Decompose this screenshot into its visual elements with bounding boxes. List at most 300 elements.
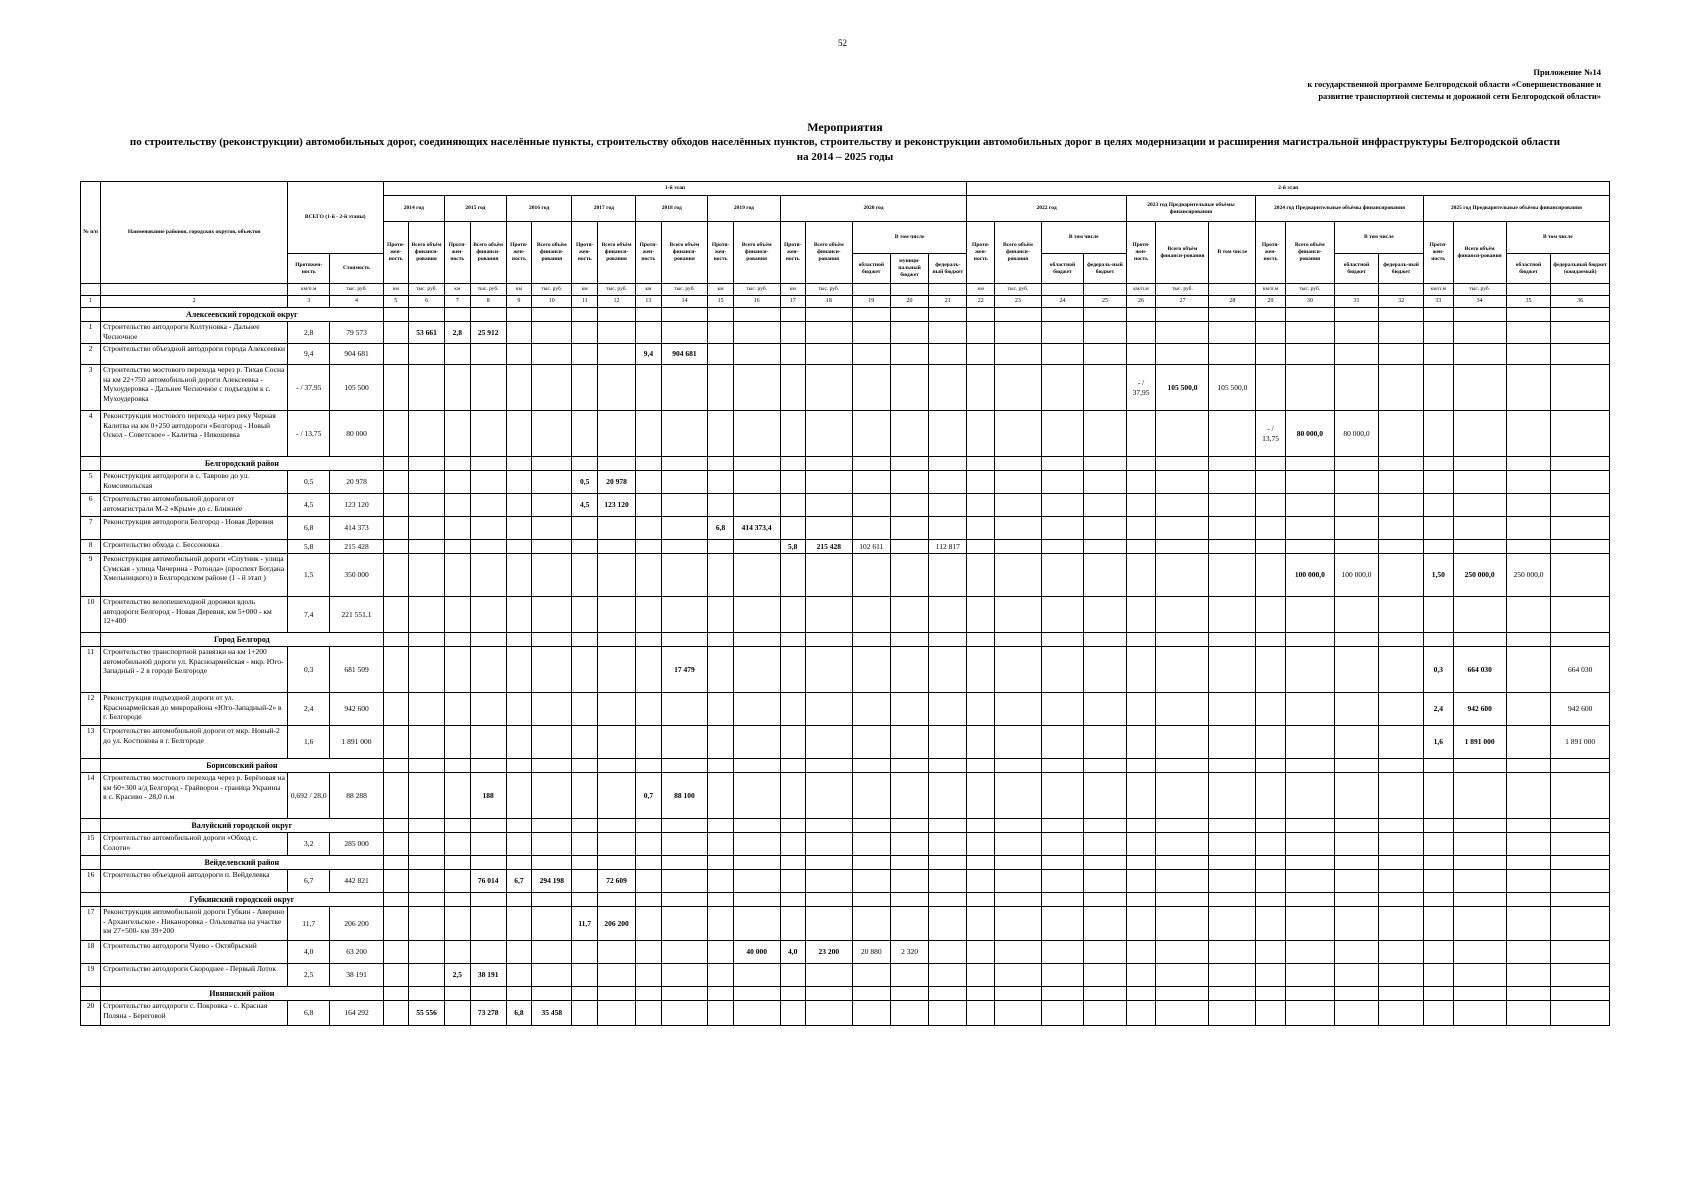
table-row: [81, 344, 1610, 365]
empty-cell: [532, 554, 572, 597]
empty-cell: [597, 693, 635, 726]
empty-cell: [708, 941, 733, 964]
empty-cell: [929, 517, 967, 540]
empty-cell: [1256, 457, 1286, 471]
empty-cell: [409, 870, 445, 893]
empty-cell: [597, 647, 635, 693]
empty-cell: [1423, 494, 1453, 517]
empty-cell: [445, 941, 470, 964]
empty-cell: [597, 365, 635, 411]
empty-cell: [1041, 856, 1083, 870]
object-name: Строительство автомобильной дороги «Обход с. Солоти»: [101, 833, 288, 856]
empty-cell: [572, 693, 597, 726]
value-cell: 0,692 / 28,0: [288, 773, 330, 819]
empty-cell: [780, 987, 805, 1001]
empty-cell: [1551, 322, 1610, 344]
empty-cell: [1334, 365, 1379, 411]
empty-cell: [929, 597, 967, 633]
empty-cell: [445, 365, 470, 411]
table-row: [81, 1001, 1610, 1026]
empty-cell: [383, 1001, 408, 1026]
empty-cell: [1256, 964, 1286, 987]
empty-cell: [532, 647, 572, 693]
value-cell: 105 500,0: [1156, 365, 1209, 411]
value-cell: 221 551,1: [330, 597, 383, 633]
empty-cell: [967, 856, 995, 870]
empty-cell: [1209, 726, 1256, 759]
empty-cell: [1506, 773, 1551, 819]
empty-cell: [733, 856, 780, 870]
empty-cell: [929, 344, 967, 365]
title-line-3: на 2014 – 2025 годы: [796, 151, 894, 163]
empty-cell: [1423, 870, 1453, 893]
empty-cell: [597, 833, 635, 856]
header-length: Протя-жен-ность: [708, 222, 733, 284]
empty-cell: [1379, 365, 1424, 411]
empty-cell: [445, 494, 470, 517]
empty-cell: [1156, 322, 1209, 344]
value-cell: 414 373,4: [733, 517, 780, 540]
column-number-cell: 33: [1423, 296, 1453, 308]
empty-cell: [572, 819, 597, 833]
empty-cell: [1423, 322, 1453, 344]
empty-cell: [967, 308, 995, 322]
empty-cell: [780, 893, 805, 907]
empty-cell: [1506, 411, 1551, 457]
header-volume: Всего объём финанси-рования: [532, 222, 572, 284]
empty-cell: [445, 773, 470, 819]
column-number-cell: 18: [805, 296, 852, 308]
value-cell: 664 030: [1551, 647, 1610, 693]
empty-cell: [995, 773, 1042, 819]
empty-cell: [1084, 893, 1126, 907]
header-volume: Всего объём финанси-рования: [1156, 222, 1209, 284]
unit-rub: тыс. руб.: [733, 284, 780, 296]
empty-cell: [383, 647, 408, 693]
empty-cell: [1379, 494, 1424, 517]
empty-cell: [1156, 471, 1209, 494]
empty-cell: [1423, 411, 1453, 457]
column-number-cell: 25: [1084, 296, 1126, 308]
empty-cell: [995, 411, 1042, 457]
empty-cell: [383, 870, 408, 893]
empty-cell: [661, 365, 708, 411]
empty-cell: [636, 1001, 661, 1026]
empty-cell: [1209, 308, 1256, 322]
empty-cell: [733, 819, 780, 833]
empty-cell: [470, 819, 506, 833]
empty-cell: [1126, 1001, 1156, 1026]
row-number: 8: [81, 540, 101, 554]
column-number-cell: 20: [890, 296, 928, 308]
empty-cell: [409, 693, 445, 726]
empty-cell: [572, 633, 597, 647]
empty-cell: [780, 344, 805, 365]
row-number: 11: [81, 647, 101, 693]
empty-cell: [383, 365, 408, 411]
empty-cell: [532, 759, 572, 773]
empty-cell: [1285, 471, 1334, 494]
empty-cell: [572, 322, 597, 344]
unit-km: км: [572, 284, 597, 296]
column-number-cell: 34: [1453, 296, 1506, 308]
empty-cell: [708, 647, 733, 693]
empty-cell: [661, 941, 708, 964]
empty-cell: [1285, 540, 1334, 554]
empty-cell: [1126, 941, 1156, 964]
header-length: Протя-жен-ность: [1423, 222, 1453, 284]
empty-cell: [661, 540, 708, 554]
empty-cell: [1423, 365, 1453, 411]
empty-cell: [409, 647, 445, 693]
section-empty-cell: [81, 856, 101, 870]
empty-cell: [995, 907, 1042, 941]
empty-cell: [890, 554, 928, 597]
empty-cell: [383, 907, 408, 941]
empty-cell: [1156, 457, 1209, 471]
empty-cell: [1209, 540, 1256, 554]
empty-cell: [1423, 344, 1453, 365]
empty-cell: [661, 819, 708, 833]
empty-cell: [1379, 554, 1424, 597]
value-cell: 38 191: [330, 964, 383, 987]
empty-cell: [1285, 964, 1334, 987]
section-empty-cell: [81, 819, 101, 833]
empty-cell: [383, 308, 408, 322]
empty-cell: [1423, 597, 1453, 633]
empty-cell: [1453, 308, 1506, 322]
empty-cell: [1379, 964, 1424, 987]
empty-cell: [1453, 322, 1506, 344]
empty-cell: [532, 819, 572, 833]
empty-cell: [1156, 893, 1209, 907]
empty-cell: [708, 597, 733, 633]
empty-cell: [708, 726, 733, 759]
header-year-2025: 2025 год Предварительные объёмы финансирования: [1423, 196, 1609, 222]
empty-cell: [1126, 494, 1156, 517]
section-empty-cell: [81, 759, 101, 773]
empty-cell: [572, 344, 597, 365]
empty-cell: [661, 597, 708, 633]
empty-cell: [780, 726, 805, 759]
header-year-2017: 2017 год: [572, 196, 636, 222]
row-number: 13: [81, 726, 101, 759]
empty-cell: [636, 494, 661, 517]
empty-cell: [1256, 1001, 1286, 1026]
empty-cell: [929, 494, 967, 517]
empty-cell: [733, 633, 780, 647]
value-cell: 904 681: [661, 344, 708, 365]
empty-cell: [1379, 457, 1424, 471]
empty-cell: [967, 494, 995, 517]
empty-cell: [1209, 941, 1256, 964]
empty-cell: [890, 540, 928, 554]
empty-cell: [1041, 365, 1083, 411]
empty-cell: [445, 554, 470, 597]
empty-cell: [890, 759, 928, 773]
empty-cell: [1334, 987, 1379, 1001]
empty-cell: [1453, 759, 1506, 773]
empty-cell: [1084, 554, 1126, 597]
empty-cell: [1084, 856, 1126, 870]
unit-cell: [1506, 284, 1551, 296]
empty-cell: [890, 870, 928, 893]
header-federal-expected: федеральный бюджет (ожидаемый): [1551, 254, 1610, 284]
empty-cell: [890, 411, 928, 457]
empty-cell: [929, 693, 967, 726]
empty-cell: [506, 941, 531, 964]
empty-cell: [1209, 647, 1256, 693]
empty-cell: [890, 987, 928, 1001]
value-cell: 1,50: [1423, 554, 1453, 597]
empty-cell: [1379, 308, 1424, 322]
empty-cell: [708, 856, 733, 870]
column-number-cell: 13: [636, 296, 661, 308]
empty-cell: [1084, 308, 1126, 322]
empty-cell: [995, 540, 1042, 554]
empty-cell: [661, 870, 708, 893]
empty-cell: [1506, 365, 1551, 411]
row-number: 12: [81, 693, 101, 726]
empty-cell: [383, 833, 408, 856]
empty-cell: [532, 471, 572, 494]
empty-cell: [1156, 773, 1209, 819]
empty-cell: [1423, 833, 1453, 856]
empty-cell: [1506, 597, 1551, 633]
header-incl: В том числе: [1506, 222, 1609, 254]
row-number: 5: [81, 471, 101, 494]
value-cell: - / 37,95: [1126, 365, 1156, 411]
empty-cell: [532, 322, 572, 344]
empty-cell: [1209, 693, 1256, 726]
empty-cell: [708, 907, 733, 941]
table-row: [81, 411, 1610, 457]
empty-cell: [445, 819, 470, 833]
value-cell: 6,8: [288, 517, 330, 540]
value-cell: 0,3: [1423, 647, 1453, 693]
empty-cell: [890, 308, 928, 322]
empty-cell: [1084, 517, 1126, 540]
empty-cell: [967, 893, 995, 907]
value-cell: 0,5: [572, 471, 597, 494]
column-number-cell: 15: [708, 296, 733, 308]
empty-cell: [852, 457, 890, 471]
column-number-cell: 14: [661, 296, 708, 308]
empty-cell: [967, 964, 995, 987]
empty-cell: [1285, 907, 1334, 941]
empty-cell: [1379, 893, 1424, 907]
column-number-cell: 35: [1506, 296, 1551, 308]
empty-cell: [1041, 693, 1083, 726]
empty-cell: [636, 819, 661, 833]
unit-rub: тыс. руб.: [470, 284, 506, 296]
column-number-cell: 36: [1551, 296, 1610, 308]
table-row: [81, 471, 1610, 494]
empty-cell: [597, 322, 635, 344]
empty-cell: [1551, 759, 1610, 773]
empty-cell: [708, 870, 733, 893]
header-volume: Всего объём финанси-рования: [597, 222, 635, 284]
unit-cell: [1084, 284, 1126, 296]
empty-cell: [1506, 870, 1551, 893]
empty-cell: [1379, 941, 1424, 964]
value-cell: 206 200: [597, 907, 635, 941]
empty-cell: [852, 833, 890, 856]
empty-cell: [1506, 308, 1551, 322]
empty-cell: [852, 517, 890, 540]
empty-cell: [1256, 322, 1286, 344]
empty-cell: [636, 647, 661, 693]
empty-cell: [1423, 856, 1453, 870]
empty-cell: [1379, 540, 1424, 554]
empty-cell: [445, 344, 470, 365]
empty-cell: [1453, 856, 1506, 870]
value-cell: 2,5: [288, 964, 330, 987]
empty-cell: [636, 870, 661, 893]
empty-cell: [890, 726, 928, 759]
empty-cell: [1285, 726, 1334, 759]
empty-cell: [805, 833, 852, 856]
empty-cell: [470, 759, 506, 773]
object-name: Строительство транспортной развязки на км 1+200 автомобильной дороги ул. Красноармейская - мкр. Юго-Западный - 2 в городе Белгороде: [101, 647, 288, 693]
section-row: [81, 308, 1610, 322]
unit-km: км: [506, 284, 531, 296]
column-number-cell: 24: [1041, 296, 1083, 308]
empty-cell: [733, 554, 780, 597]
empty-cell: [1156, 633, 1209, 647]
empty-cell: [470, 647, 506, 693]
object-name: Строительство автодороги Чуево - Октябрьский: [101, 941, 288, 964]
empty-cell: [1285, 856, 1334, 870]
column-number-cell: 27: [1156, 296, 1209, 308]
empty-cell: [708, 773, 733, 819]
empty-cell: [661, 964, 708, 987]
empty-cell: [1506, 833, 1551, 856]
empty-cell: [995, 856, 1042, 870]
row-number: 1: [81, 322, 101, 344]
empty-cell: [708, 411, 733, 457]
empty-cell: [636, 941, 661, 964]
empty-cell: [597, 554, 635, 597]
empty-cell: [708, 759, 733, 773]
empty-cell: [1506, 633, 1551, 647]
empty-cell: [1285, 633, 1334, 647]
empty-cell: [1156, 987, 1209, 1001]
empty-cell: [890, 693, 928, 726]
empty-cell: [572, 759, 597, 773]
object-name: Строительство велопешеходной дорожки вдоль автодороги Белгород - Новая Деревня, км 5+000 - км 12+400: [101, 597, 288, 633]
empty-cell: [1256, 870, 1286, 893]
header-year-2022: 2022 год: [967, 196, 1126, 222]
unit-cell: [1379, 284, 1424, 296]
empty-cell: [805, 693, 852, 726]
empty-cell: [805, 907, 852, 941]
header-stage-2: 2-й этап: [967, 182, 1610, 196]
column-number-cell: 12: [597, 296, 635, 308]
empty-cell: [708, 494, 733, 517]
empty-cell: [733, 308, 780, 322]
section-title: Вейделевский район: [101, 856, 383, 870]
empty-cell: [470, 907, 506, 941]
header-incl: В том числе: [1041, 222, 1126, 254]
empty-cell: [1453, 941, 1506, 964]
column-number-cell: 10: [532, 296, 572, 308]
empty-cell: [852, 773, 890, 819]
header-volume: Всего объём финанси-рования: [409, 222, 445, 284]
empty-cell: [733, 597, 780, 633]
empty-cell: [1256, 308, 1286, 322]
row-number: 16: [81, 870, 101, 893]
empty-cell: [1156, 540, 1209, 554]
unit-km: км: [780, 284, 805, 296]
empty-cell: [445, 1001, 470, 1026]
empty-cell: [1551, 554, 1610, 597]
empty-cell: [1156, 517, 1209, 540]
empty-cell: [733, 870, 780, 893]
empty-cell: [1551, 1001, 1610, 1026]
empty-cell: [445, 540, 470, 554]
empty-cell: [1209, 633, 1256, 647]
empty-cell: [1379, 411, 1424, 457]
empty-cell: [409, 344, 445, 365]
empty-cell: [470, 987, 506, 1001]
value-cell: 681 509: [330, 647, 383, 693]
appendix-note: [1261, 66, 1601, 102]
empty-cell: [1506, 457, 1551, 471]
empty-cell: [708, 322, 733, 344]
object-name: Строительство обхода с. Бессоновка: [101, 540, 288, 554]
empty-cell: [890, 819, 928, 833]
table-row: [81, 647, 1610, 693]
empty-cell: [661, 1001, 708, 1026]
empty-cell: [1156, 941, 1209, 964]
empty-cell: [780, 907, 805, 941]
value-cell: 25 912: [470, 322, 506, 344]
empty-cell: [967, 1001, 995, 1026]
empty-cell: [708, 457, 733, 471]
empty-cell: [708, 693, 733, 726]
empty-cell: [1334, 308, 1379, 322]
empty-cell: [995, 726, 1042, 759]
empty-cell: [995, 941, 1042, 964]
empty-cell: [1209, 457, 1256, 471]
section-title: Белгородский район: [101, 457, 383, 471]
empty-cell: [445, 833, 470, 856]
empty-cell: [445, 987, 470, 1001]
empty-cell: [532, 987, 572, 1001]
empty-cell: [572, 554, 597, 597]
empty-cell: [506, 494, 531, 517]
empty-cell: [890, 964, 928, 987]
empty-cell: [1285, 759, 1334, 773]
empty-cell: [1041, 941, 1083, 964]
empty-cell: [805, 773, 852, 819]
table-row: [81, 726, 1610, 759]
empty-cell: [409, 941, 445, 964]
empty-cell: [1084, 633, 1126, 647]
empty-cell: [929, 833, 967, 856]
empty-cell: [1453, 819, 1506, 833]
empty-cell: [661, 554, 708, 597]
empty-cell: [929, 759, 967, 773]
empty-cell: [532, 893, 572, 907]
column-number-cell: 17: [780, 296, 805, 308]
value-cell: 79 573: [330, 322, 383, 344]
empty-cell: [1379, 833, 1424, 856]
header-length: Протя-жен-ность: [445, 222, 470, 284]
empty-cell: [1551, 471, 1610, 494]
empty-cell: [1156, 344, 1209, 365]
